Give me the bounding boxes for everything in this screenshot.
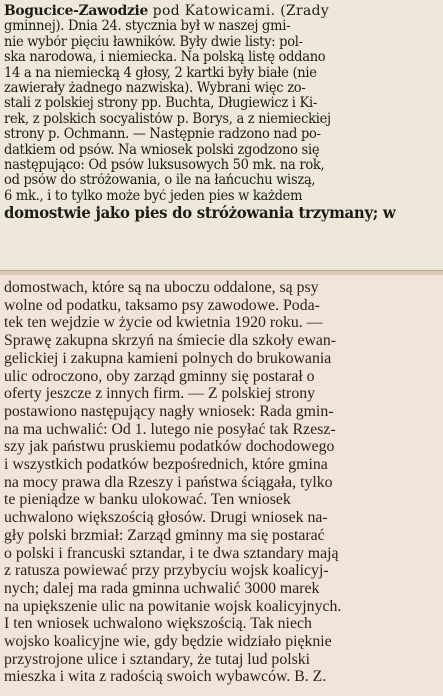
text-line: mieszka i wita z radością swoich wybawców. B. Z.: [4, 668, 327, 686]
text-line: gły polski brzmiał: Zarząd gminny ma się postarać: [4, 526, 325, 544]
text-line: przystrojone ulice i sztandary, że tutaj lud polski: [4, 650, 311, 668]
text-line: 6 mk., i to tylko może być jeden pies w każdem: [4, 188, 303, 204]
text-line: Sprawę zakupna skrzyń na śmiecie dla szkoły ewan-: [4, 332, 337, 350]
article-heading-location: pod Katowicami. (Zrady: [147, 3, 330, 19]
text-line: z ratusza powiewać przy przybyciu wojsk koalicyj-: [4, 562, 329, 580]
text-line: tek ten wejdzie w życie od kwietnia 1920 roku. —: [4, 314, 323, 332]
text-line: rek, z polskich socyalistów p. Borys, a z niemieckiej: [4, 111, 331, 127]
text-line: 14 a na niemiecką 4 głosy, 2 kartki były białe (nie: [4, 65, 317, 81]
text-line: datkiem od psów. Na wniosek polski zgodzono się: [4, 142, 320, 158]
text-line: na ma uchwalić: Od 1. lutego nie posyłać tak Rzesz-: [4, 420, 336, 438]
text-line: te pieniądze w banku ulokować. Ten wniosek: [4, 491, 291, 509]
clipping-lower: [0, 275, 443, 696]
text-line: domostwach, które są na uboczu oddalone, są psy: [4, 279, 319, 296]
text-line-bold: domostwie jako pies do stróżowania trzymany; w: [4, 204, 396, 223]
text-line: strony p. Ochmann. — Następnie radzono nad po-: [4, 127, 321, 143]
article-heading-line: [4, 3, 420, 19]
text-line: ska narodowa, i niemiecka. Na polską listę oddano: [4, 50, 326, 66]
text-line: postawiono następujący nagły wniosek: Rada gmin-: [4, 402, 334, 420]
text-line: nie wybór pięciu ławników. Były dwie listy: pol-: [4, 34, 303, 50]
article-heading-place: Bogucice-Zawodzie: [4, 3, 148, 19]
text-line: na mocy prawa dla Rzeszy i państwa ściągała, tylko: [4, 473, 333, 491]
clipping-upper: [0, 0, 443, 270]
text-line: wojsko koalicyjne wie, gdy będzie widziało pięknie: [4, 633, 332, 651]
text-line: na upiększenie ulic na powitanie wojsk koalicyjnych.: [4, 597, 342, 615]
text-line: wolne od podatku, taksamo psy zawodowe. Poda-: [4, 296, 320, 314]
text-line: zawierały żadnego nazwiska). Wybrani więc zo-: [4, 81, 306, 97]
text-line: gelickiej i zakupna kamieni polnych do brukowania: [4, 349, 332, 367]
text-line: następująco: Od psów luksusowych 50 mk. na rok,: [4, 158, 325, 174]
text-line: oferty jeszcze z innych firm. — Z polskiej strony: [4, 385, 316, 403]
text-line: I ten wniosek uchwalono większością. Tak niech: [4, 615, 312, 633]
text-line: uchwalono większością głosów. Drugi wniosek na-: [4, 509, 328, 527]
text-line: od psów do stróżowania, o ile na łańcuchu wiszą,: [4, 173, 316, 189]
text-line: nych; dalej ma rada gminna uchwalić 3000 marek: [4, 579, 320, 597]
text-line: gminnej). Dnia 24. stycznia był w naszej gmi-: [4, 19, 291, 35]
text-line: o polski i francuski sztandar, i te dwa sztandary mają: [4, 544, 339, 562]
text-line: i wszystkich podatków bezpośrednich, które gmina: [4, 456, 328, 474]
text-line: stali z polskiej strony pp. Buchta, Długiewicz i Ki-: [4, 96, 318, 112]
text-line: szy jak państwu pruskiemu podatków dochodowego: [4, 438, 335, 456]
text-line: ulic odroczono, oby zarząd gminny się postarał o: [4, 367, 315, 385]
